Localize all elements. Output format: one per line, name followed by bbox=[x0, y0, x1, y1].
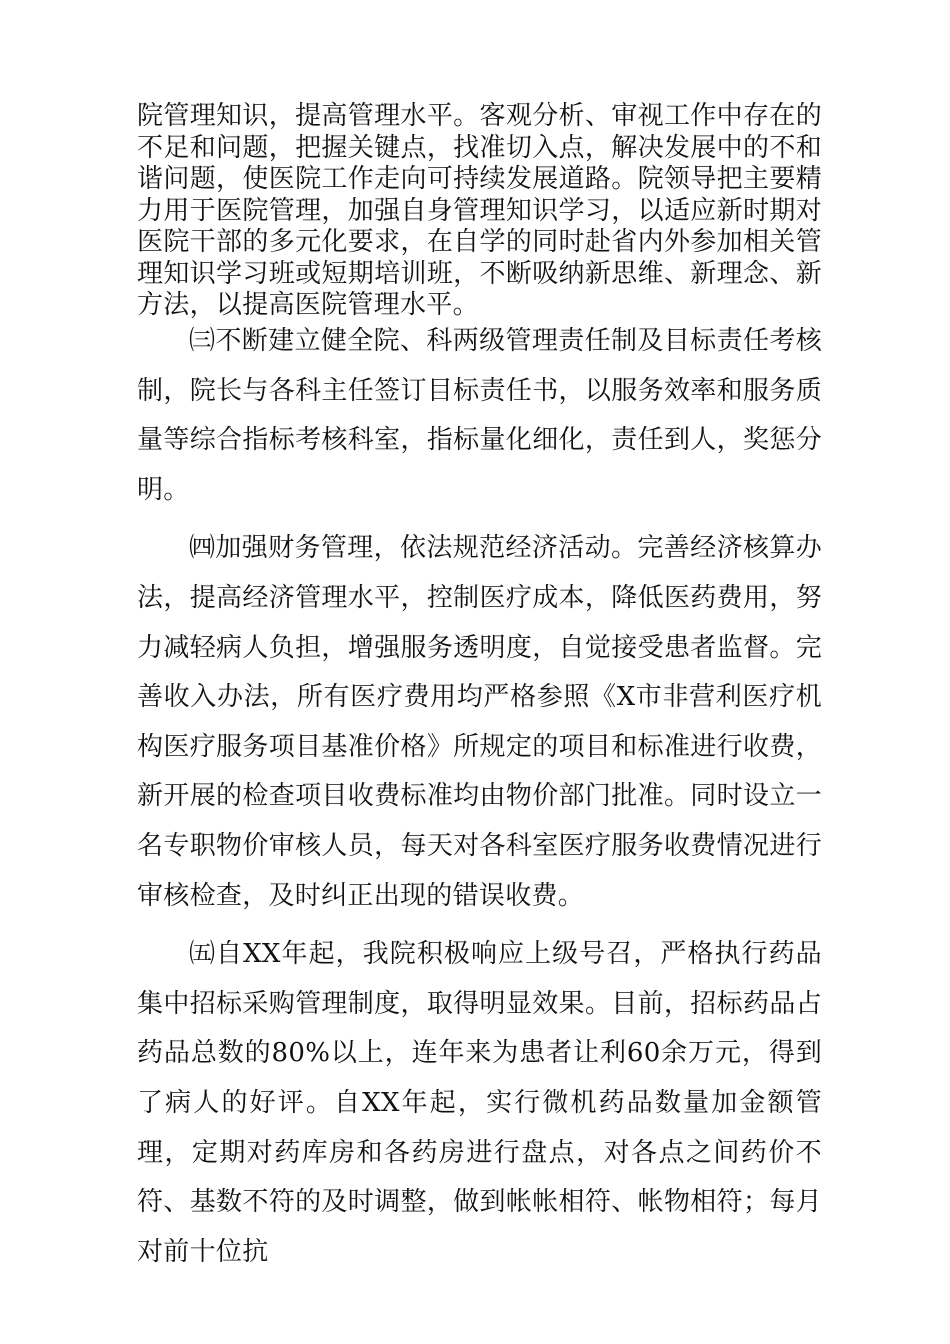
paragraph-management-knowledge: 院管理知识，提高管理水平。客观分析、审视工作中存在的不足和问题，把握关键点，找准切入点，解决发展中的不和谐问题，使医院工作走向可持续发展道路。院领导把主要精力用于医院管理，加强自身管理知识学习，以适应新时期对医院干部的多元化要求，在自学的同时赴省内外参加相关管理知识学习班或短期培训班，不断吸纳新思维、新理念、新方法，以提高医院管理水平。 bbox=[137, 101, 822, 320]
paragraph-drug-procurement: ㈤自XX年起，我院积极响应上级号召，严格执行药品集中招标采购管理制度，取得明显效果。目前，招标药品占药品总数的80%以上，连年来为患者让利60余万元，得到了病人的好评。自XX年起，实行微机药品数量加金额管理，定期对药库房和各药房进行盘点，对各点之间药价不符、基数不符的及时调整，做到帐帐相符、帐物相符；每月对前十位抗 bbox=[137, 939, 822, 1267]
text-block-main bbox=[137, 317, 822, 1277]
paragraph-financial-management: ㈣加强财务管理，依法规范经济活动。完善经济核算办法，提高经济管理水平，控制医疗成本，降低医药费用，努力减轻病人负担，增强服务透明度，自觉接受患者监督。完善收入办法，所有医疗费用均严格参照《X市非营利医疗机构医疗服务项目基准价格》所规定的项目和标准进行收费，新开展的检查项目收费标准均由物价部门批准。同时设立一名专职物价审核人员，每天对各科室医疗服务收费情况进行审核检查，及时纠正出现的错误收费。 bbox=[137, 533, 822, 911]
paragraph-responsibility-system: ㈢不断建立健全院、科两级管理责任制及目标责任考核制，院长与各科主任签订目标责任书，以服务效率和服务质量等综合指标考核科室，指标量化细化，责任到人，奖惩分明。 bbox=[137, 326, 822, 505]
text-block-top bbox=[137, 101, 822, 322]
